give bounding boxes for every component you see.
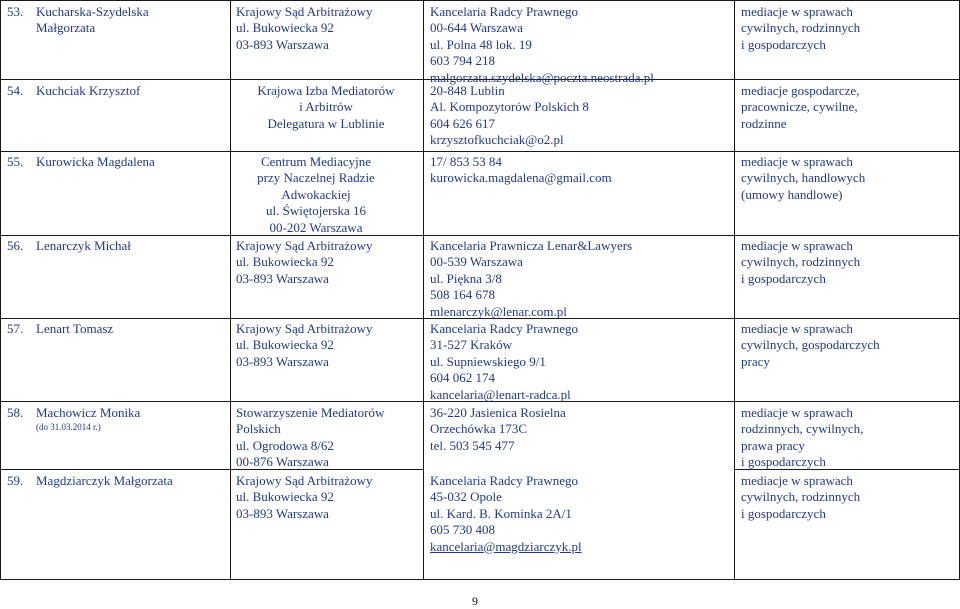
entry-number: 58. xyxy=(7,405,24,420)
row-divider xyxy=(0,235,960,236)
entry-number: 53. xyxy=(7,4,24,19)
entry-organization: Centrum Mediacyjne przy Naczelnej Radzie Adwokackiej ul. Świętojerska 16 00-202 Warszawa xyxy=(257,154,375,235)
entry-name: Kuchciak Krzysztof xyxy=(36,83,141,98)
entry-name: Lenart Tomasz xyxy=(36,321,114,336)
row-divider xyxy=(0,0,960,1)
entry-scope: mediacje w sprawach rodzinnych, cywilnych, prawa pracy i gospodarczych xyxy=(741,405,864,470)
validity-note: (do 31.03.2014 r.) xyxy=(36,422,101,433)
email-link[interactable]: mlenarczyk@lenar.com.pl xyxy=(430,303,567,319)
entry-name: Kucharska-Szydelska Małgorzata xyxy=(36,4,149,36)
entry-number: 55. xyxy=(7,154,24,169)
entry-scope: mediacje gospodarcze, pracownicze, cywilne, rodzinne xyxy=(741,83,860,131)
table-border-left xyxy=(0,0,1,580)
column-divider xyxy=(734,0,735,580)
email-link[interactable]: kancelaria@lenart-radca.pl xyxy=(430,386,571,402)
entry-organization: Krajowa Izba Mediatorów i Arbitrów Delegatura w Lublinie xyxy=(257,83,395,131)
entry-scope: mediacje w sprawach cywilnych, gospodarczych pracy xyxy=(741,321,880,369)
email-link[interactable]: krzysztofkuchciak@o2.pl xyxy=(430,132,564,148)
row-divider xyxy=(0,151,960,152)
email-link[interactable]: malgorzata.szydelska@poczta.neostrada.pl xyxy=(430,69,654,85)
entry-contact: Kancelaria Prawnicza Lenar&Lawyers 00-539 Warszawa ul. Piękna 3/8 508 164 678 mlenarczyk@lenar.com.pl xyxy=(430,238,633,319)
entry-contact: 36-220 Jasienica Rosielna Orzechówka 173C tel. 503 545 477 xyxy=(430,405,566,453)
entry-name: Kurowicka Magdalena xyxy=(36,154,155,169)
entry-organization: Krajowy Sąd Arbitrażowy ul. Bukowiecka 92 03-893 Warszawa xyxy=(236,473,373,521)
entry-contact: Kancelaria Radcy Prawnego 31-527 Kraków ul. Supniewskiego 9/1 604 062 174 kancelaria@lenart-radca.pl xyxy=(430,321,578,402)
entry-contact: 20-848 Lublin Al. Kompozytorów Polskich 8 604 626 617 krzysztofkuchciak@o2.pl xyxy=(430,83,589,148)
page-number: 9 xyxy=(472,594,478,608)
entry-scope: mediacje w sprawach cywilnych, rodzinnych i gospodarczych xyxy=(741,238,861,286)
entry-organization: Krajowy Sąd Arbitrażowy ul. Bukowiecka 92 03-893 Warszawa xyxy=(236,4,373,52)
table-border-bottom xyxy=(0,579,960,580)
entry-number: 54. xyxy=(7,83,24,98)
entry-number: 57. xyxy=(7,321,24,336)
entry-name: Lenarczyk Michał xyxy=(36,238,131,253)
entry-scope: mediacje w sprawach cywilnych, handlowych (umowy handlowe) xyxy=(741,154,866,202)
entry-organization: Krajowy Sąd Arbitrażowy ul. Bukowiecka 92 03-893 Warszawa xyxy=(236,238,373,286)
entry-organization: Krajowy Sąd Arbitrażowy ul. Bukowiecka 92 03-893 Warszawa xyxy=(236,321,373,369)
entry-organization: Stowarzyszenie Mediatorów Polskich ul. Ogrodowa 8/62 00-876 Warszawa xyxy=(236,405,385,470)
entry-scope: mediacje w sprawach cywilnych, rodzinnych i gospodarczych xyxy=(741,473,861,521)
entry-number: 56. xyxy=(7,238,24,253)
column-divider xyxy=(423,0,424,580)
entry-number: 59. xyxy=(7,473,24,488)
entry-scope: mediacje w sprawach cywilnych, rodzinnych i gospodarczych xyxy=(741,4,861,52)
email-link[interactable]: kurowicka.magdalena@gmail.com xyxy=(430,170,612,186)
column-divider xyxy=(230,0,231,580)
email-link[interactable]: kancelaria@magdziarczyk.pl xyxy=(430,538,582,554)
entry-contact: Kancelaria Radcy Prawnego 45-032 Opole ul. Kard. B. Kominka 2A/1 605 730 408 kancelaria@magdziarczyk.pl xyxy=(430,473,582,554)
entry-name: Machowicz Monika (do 31.03.2014 r.) xyxy=(36,405,141,433)
entry-contact: Kancelaria Radcy Prawnego 00-644 Warszawa ul. Polna 48 lok. 19 603 794 218 malgorzata.szydelska@poczta.neostrada.pl xyxy=(430,4,654,85)
entry-contact: 17/ 853 53 84 kurowicka.magdalena@gmail.com xyxy=(430,154,612,186)
entry-name: Magdziarczyk Małgorzata xyxy=(36,473,173,488)
